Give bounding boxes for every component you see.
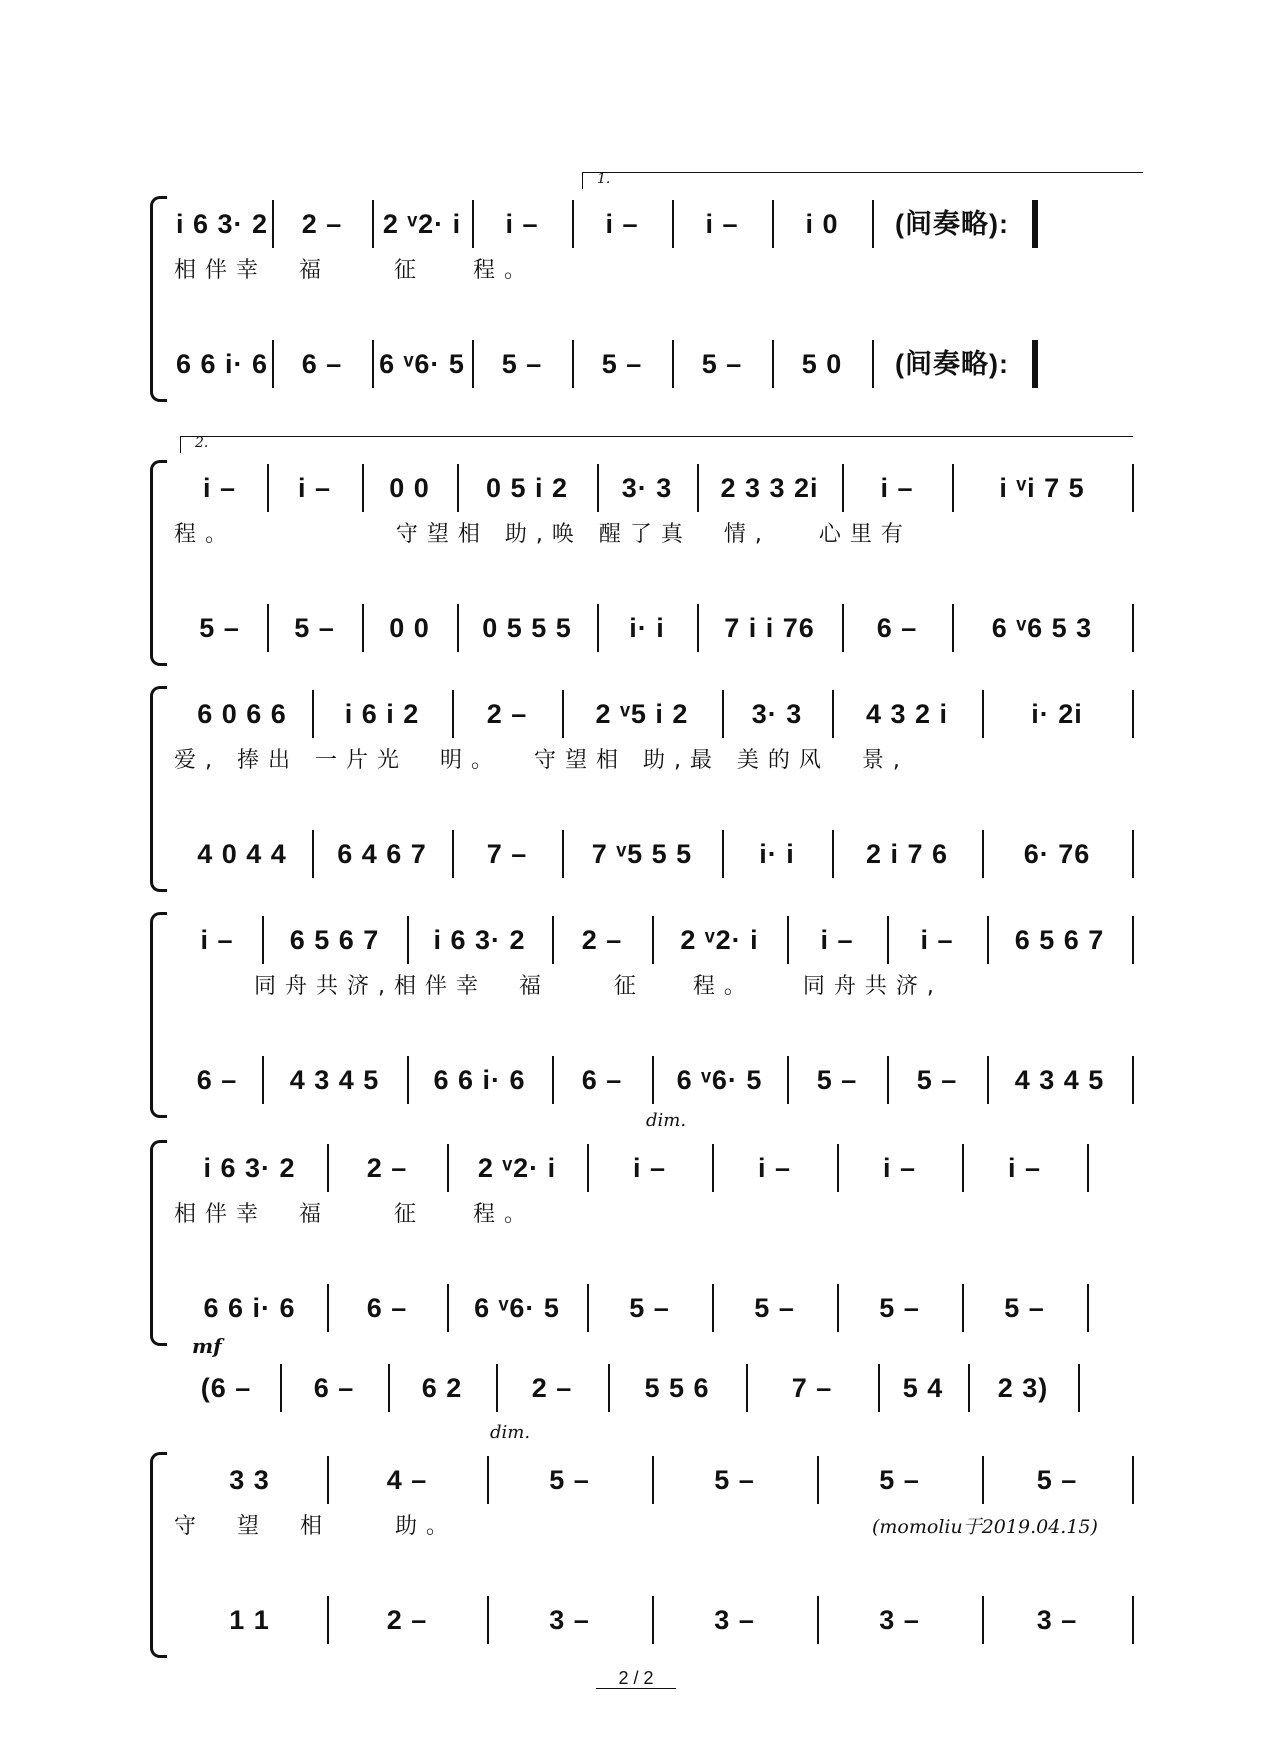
measure: 3 3 (229, 1465, 270, 1495)
system-brace (150, 1140, 167, 1346)
measure: 2 – (531, 1373, 573, 1403)
measure: 2 3 3 2i (720, 473, 819, 503)
measure: i – (200, 925, 234, 955)
measure: i 6 3· 2 (175, 209, 269, 239)
measure: i· 2i (1031, 699, 1083, 729)
upper-lyrics: 守 望 相 助。 (174, 1514, 457, 1539)
measure: 2 – (386, 1605, 428, 1635)
lower-staff (172, 826, 1132, 882)
lower-staff (172, 1280, 1132, 1336)
measure: (6 – (200, 1373, 252, 1403)
measure: 5 – (294, 613, 335, 643)
interlude-staff (172, 1360, 1132, 1416)
upper-staff (172, 196, 1132, 252)
page-number-text: 2 / 2 (596, 1668, 675, 1689)
measure: 2 – (301, 209, 343, 239)
dynamic-marking: dim. (646, 1110, 687, 1131)
measure: i – (705, 209, 739, 239)
measure: 0 5 5 5 (482, 613, 572, 643)
measure: 3· 3 (621, 473, 673, 503)
measure: 3· 3 (751, 699, 803, 729)
measure: 6 – (581, 1065, 623, 1095)
volta-number: 2. (195, 435, 209, 451)
measure: 7 – (486, 839, 528, 869)
upper-lyrics: 相伴幸 福 征 程。 (174, 1202, 535, 1227)
measure: 2 ᵛ2· i (680, 925, 759, 955)
measure: 5 5 6 (644, 1373, 710, 1403)
measure: 1 1 (229, 1605, 270, 1635)
measure: 6 ᵛ6· 5 (474, 1293, 560, 1323)
measure: 2 ᵛ5 i 2 (595, 699, 689, 729)
measure: 4 3 4 5 (1014, 1065, 1105, 1095)
measure: (间奏略): (895, 349, 1009, 379)
measure: 4 – (386, 1465, 428, 1495)
measure: i – (202, 473, 237, 503)
system-2 (150, 435, 1135, 660)
measure: 2 ᵛ2· i (382, 209, 462, 239)
system-brace (150, 1452, 167, 1658)
measure: i – (820, 925, 854, 955)
arranger-credit: (momoliu于2019.04.15) (872, 1516, 1098, 1538)
measure: 5 – (629, 1293, 670, 1323)
measure: 2 ᵛ2· i (477, 1153, 557, 1183)
measure: i – (920, 925, 954, 955)
measure: 6· 76 (1023, 839, 1091, 869)
upper-lyrics: 爱, 捧出 一片光 明。 守望相 助,最 美的风 景, (174, 748, 909, 773)
dynamic-mf: mf (192, 1334, 222, 1358)
upper-lyrics: 相伴幸 福 征 程。 (174, 258, 535, 283)
measure: 7 – (791, 1373, 833, 1403)
barline (1032, 340, 1038, 388)
lower-staff (172, 600, 1132, 656)
measure: 4 0 4 4 (197, 839, 287, 869)
barline (1132, 916, 1134, 964)
barline (1132, 830, 1134, 878)
system-brace (150, 196, 167, 402)
barline (1132, 1056, 1134, 1104)
barline (1087, 1284, 1089, 1332)
measure: 6 0 6 6 (197, 699, 287, 729)
measure: (间奏略): (895, 209, 1009, 239)
measure: i· i (629, 613, 665, 643)
measure: 5 – (1036, 1465, 1078, 1495)
measure: i – (297, 473, 332, 503)
barline (1132, 464, 1134, 512)
measure: i – (1007, 1153, 1042, 1183)
measure: i – (505, 209, 539, 239)
measure: 4 3 2 i (865, 699, 949, 729)
measure: 5 – (916, 1065, 958, 1095)
measure: i 6 3· 2 (203, 1153, 296, 1183)
measure: i ᵛi 7 5 (999, 473, 1085, 503)
upper-staff (172, 912, 1132, 968)
measure: 0 0 (389, 613, 430, 643)
measure: i – (757, 1153, 792, 1183)
measure: 6 5 6 7 (289, 925, 380, 955)
measure: 6 6 i· 6 (433, 1065, 526, 1095)
measure: i – (882, 1153, 917, 1183)
measure: 2 i 7 6 (865, 839, 949, 869)
measure: i – (880, 473, 914, 503)
measure: i – (632, 1153, 667, 1183)
measure: i – (605, 209, 639, 239)
volta-bracket (180, 436, 1133, 453)
dynamic-marking: dim. (490, 1422, 531, 1443)
measure: 3 – (879, 1605, 920, 1635)
measure: i 6 3· 2 (433, 925, 526, 955)
measure: i· i (759, 839, 795, 869)
measure: 6 – (301, 349, 343, 379)
barline (1078, 1364, 1080, 1412)
measure: 5 – (754, 1293, 795, 1323)
measure: 5 – (816, 1065, 858, 1095)
measure: 0 0 (389, 473, 430, 503)
measure: 6 – (196, 1065, 238, 1095)
barline (1132, 1596, 1134, 1644)
measure: 0 5 i 2 (485, 473, 569, 503)
measure: 6 – (313, 1373, 355, 1403)
measure: 3 – (714, 1605, 755, 1635)
measure: 5 – (601, 349, 643, 379)
barline (1132, 690, 1134, 738)
system-7 (150, 1422, 1135, 1652)
measure: 2 – (486, 699, 528, 729)
measure: 5 – (1004, 1293, 1045, 1323)
measure: 5 – (501, 349, 543, 379)
system-brace (150, 912, 167, 1118)
measure: 5 – (549, 1465, 590, 1495)
measure: 6 6 i· 6 (203, 1293, 296, 1323)
page-number (0, 1668, 1272, 1689)
measure: 7 i i 76 (724, 613, 815, 643)
system-brace (150, 686, 167, 892)
measure: 6 ᵛ6· 5 (379, 349, 465, 379)
upper-lyrics: 程。 守望相 助,唤 醒了真 情, 心里有 (174, 522, 912, 547)
measure: 3 – (1036, 1605, 1078, 1635)
measure: 5 4 (902, 1373, 944, 1403)
measure: 6 2 (421, 1373, 463, 1403)
upper-staff (172, 1452, 1132, 1508)
measure: 5 – (879, 1293, 920, 1323)
measure: i 0 (805, 209, 839, 239)
system-brace (150, 460, 167, 666)
barline (1087, 1144, 1089, 1192)
measure: 5 – (199, 613, 240, 643)
measure: 6 6 i· 6 (175, 349, 269, 379)
system-3 (150, 686, 1135, 886)
measure: 5 0 (801, 349, 843, 379)
measure: 2 3) (997, 1373, 1049, 1403)
measure: 4 3 4 5 (289, 1065, 380, 1095)
measure: 7 ᵛ5 5 5 (591, 839, 693, 869)
barline (1032, 200, 1038, 248)
upper-staff (172, 460, 1132, 516)
system-5 (150, 1110, 1135, 1340)
system-1 (150, 171, 1135, 396)
upper-staff (172, 1140, 1132, 1196)
measure: 2 – (581, 925, 623, 955)
upper-staff (172, 686, 1132, 742)
measure: 6 ᵛ6 5 3 (991, 613, 1093, 643)
measure: 5 – (714, 1465, 755, 1495)
measure: 5 – (879, 1465, 920, 1495)
measure: 6 – (876, 613, 918, 643)
volta-number: 1. (597, 171, 611, 187)
volta-bracket (582, 172, 1143, 189)
measure: 5 – (701, 349, 743, 379)
lower-staff (172, 336, 1132, 392)
lower-staff (172, 1052, 1132, 1108)
barline (1132, 604, 1134, 652)
lower-staff (172, 1592, 1132, 1648)
upper-lyrics: 同舟共济,相伴幸 福 征 程。 同舟共济, (174, 974, 943, 999)
measure: 2 – (366, 1153, 408, 1183)
measure: 6 4 6 7 (337, 839, 427, 869)
system-4 (150, 912, 1135, 1112)
measure: 6 5 6 7 (1014, 925, 1105, 955)
measure: i 6 i 2 (344, 699, 420, 729)
barline (1132, 1456, 1134, 1504)
measure: 3 – (549, 1605, 590, 1635)
measure: 6 – (366, 1293, 408, 1323)
measure: 6 ᵛ6· 5 (676, 1065, 763, 1095)
